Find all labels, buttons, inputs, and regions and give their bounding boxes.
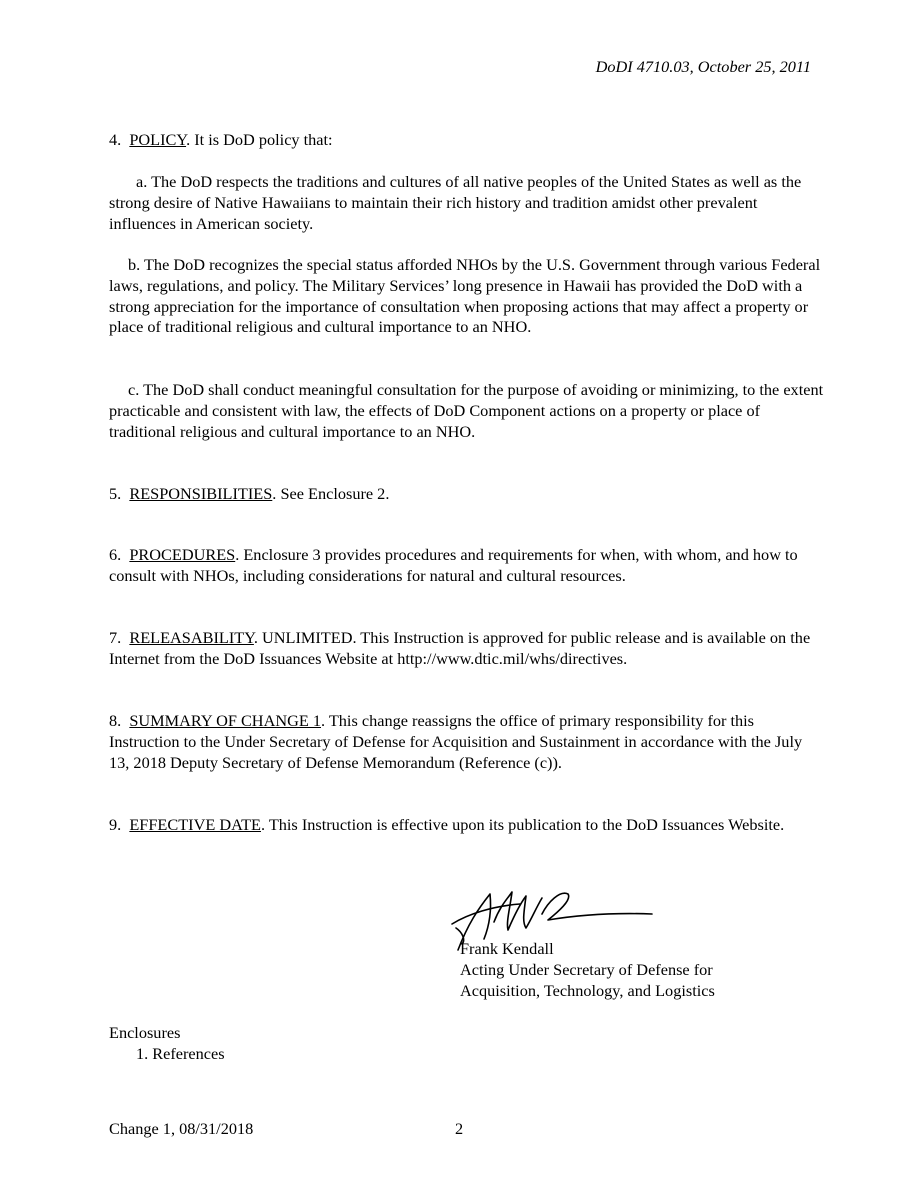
section-responsibilities <box>109 484 824 505</box>
section-text: . Enclosure 3 provides procedures and requirements for when, with whom, and how to consult with NHOs, including considerations for natural and cultural resources. <box>109 545 798 585</box>
section-title: RELEASABILITY <box>129 628 254 647</box>
section-text: . See Enclosure 2. <box>272 484 390 503</box>
section-title: RESPONSIBILITIES <box>129 484 273 503</box>
section-summary-of-change <box>109 711 824 773</box>
section-title: EFFECTIVE DATE <box>129 815 261 834</box>
section-number: 7. <box>109 628 122 647</box>
signer-name: Frank Kendall <box>460 939 554 958</box>
section-number: 9. <box>109 815 122 834</box>
section-procedures <box>109 545 824 587</box>
section-title: SUMMARY OF CHANGE 1 <box>129 711 321 730</box>
section-number: 4. <box>109 130 122 149</box>
section-title: PROCEDURES <box>129 545 236 564</box>
section-lead: . It is DoD policy that: <box>186 130 333 149</box>
section-number: 8. <box>109 711 122 730</box>
enclosure-item-references: 1. References <box>136 1044 225 1063</box>
document-header: DoDI 4710.03, October 25, 2011 <box>595 57 811 76</box>
section-releasability <box>109 628 824 670</box>
signer-title-line1: Acting Under Secretary of Defense for <box>460 960 713 979</box>
section-text: . This change reassigns the office of primary responsibility for this Instruction to the Under Secretary of Defense for Acquisition and Sustainment in accordance with the July 13, 2018 Deputy Secretary of Defense Memorandum (Reference (c)). <box>109 711 803 772</box>
page-number: 2 <box>455 1119 464 1138</box>
section-number: 6. <box>109 545 122 564</box>
section-effective-date <box>109 815 824 836</box>
enclosures-heading: Enclosures <box>109 1023 181 1042</box>
policy-paragraph-a: a. The DoD respects the traditions and cultures of all native peoples of the United States as well as the strong desire of Native Hawaiians to maintain their rich history and tradition amidst other prevalent influences in American society. <box>109 172 802 233</box>
signer-title-line2: Acquisition, Technology, and Logistics <box>460 981 715 1000</box>
section-policy-heading <box>109 130 824 151</box>
policy-paragraph-c: c. The DoD shall conduct meaningful consultation for the purpose of avoiding or minimizing, to the extent practicable and consistent with law, the effects of DoD Component actions on a property or place of traditional religious and cultural importance to an NHO. <box>109 380 824 441</box>
section-number: 5. <box>109 484 122 503</box>
policy-paragraph-b: b. The DoD recognizes the special status afforded NHOs by the U.S. Government through various Federal laws, regulations, and policy. The Military Services’ long presence in Hawaii has provided the DoD with a strong appreciation for the importance of consultation when proposing actions that may affect a property or place of traditional religious and cultural importance to an NHO. <box>109 255 821 337</box>
section-text: . This Instruction is effective upon its publication to the DoD Issuances Website. <box>260 815 785 834</box>
footer-change-notice: Change 1, 08/31/2018 <box>109 1119 254 1138</box>
section-title: POLICY <box>129 130 187 149</box>
section-text: . UNLIMITED. This Instruction is approved for public release and is available on the Internet from the DoD Issuances Website at http://www.dtic.mil/whs/directives. <box>109 628 811 668</box>
signature-block <box>460 938 715 1001</box>
